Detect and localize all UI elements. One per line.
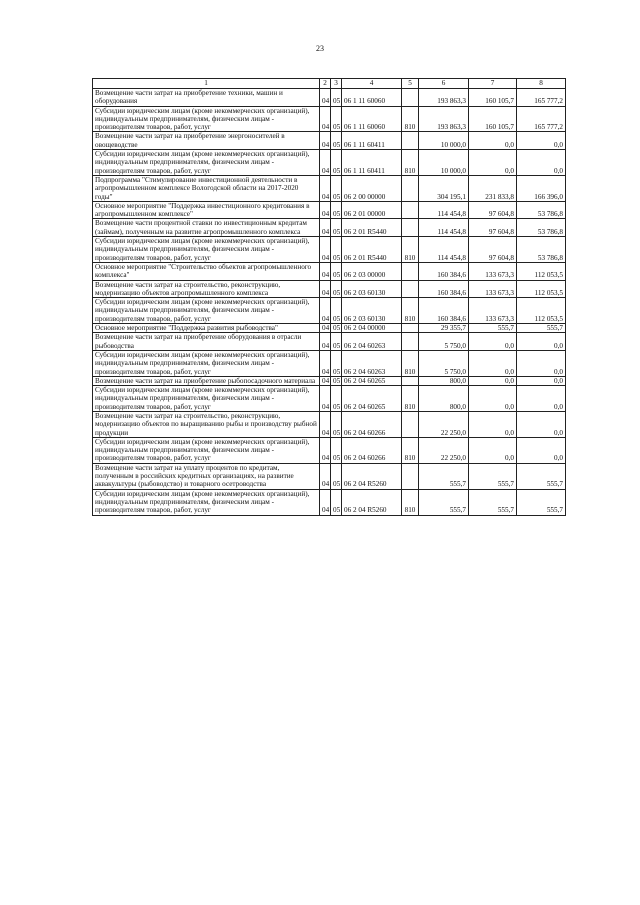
row-expense-type: 810 [402,237,419,263]
row-target-article: 06 2 04 60266 [342,437,402,463]
row-target-article: 06 2 03 60130 [342,280,402,298]
row-name: Субсидии юридическим лицам (кроме некоммерческих организаций), индивидуальным предпринимателям, физическим лицам - производителям товаров, работ, услуг [93,350,320,376]
table-row [93,298,566,324]
row-subsection: 05 [331,411,342,437]
row-expense-type: 810 [402,489,419,515]
row-subsection: 05 [331,175,342,201]
row-amount-year-2: 0,0 [469,376,517,385]
row-amount-year-3: 0,0 [517,132,566,150]
row-target-article: 06 2 04 60266 [342,411,402,437]
table-row [93,324,566,333]
row-amount-year-3: 53 786,8 [517,201,566,219]
row-amount-year-3: 555,7 [517,489,566,515]
row-subsection: 05 [331,298,342,324]
table-row [93,175,566,201]
table-row [93,463,566,489]
row-subsection: 05 [331,280,342,298]
row-amount-year-2: 0,0 [469,150,517,176]
row-amount-year-1: 22 250,0 [419,411,469,437]
row-name: Возмещение части затрат на строительство, реконструкцию, модернизацию объектов агропромышленного комплекса [93,280,320,298]
col-header-3: 3 [331,79,342,89]
row-section: 04 [320,463,331,489]
row-amount-year-1: 193 863,3 [419,89,469,107]
row-amount-year-3: 0,0 [517,411,566,437]
row-expense-type [402,280,419,298]
row-name: Субсидии юридическим лицам (кроме некоммерческих организаций), индивидуальным предпринимателям, физическим лицам - производителям товаров, работ, услуг [93,489,320,515]
row-amount-year-3: 555,7 [517,463,566,489]
col-header-4: 4 [342,79,402,89]
row-section: 04 [320,386,331,412]
row-section: 04 [320,89,331,107]
row-expense-type: 810 [402,298,419,324]
table-row [93,237,566,263]
row-amount-year-1: 22 250,0 [419,437,469,463]
row-expense-type [402,175,419,201]
row-amount-year-2: 0,0 [469,411,517,437]
row-amount-year-3: 0,0 [517,350,566,376]
row-amount-year-2: 0,0 [469,333,517,351]
row-target-article: 06 2 01 00000 [342,201,402,219]
row-amount-year-1: 5 750,0 [419,350,469,376]
row-subsection: 05 [331,106,342,132]
row-expense-type [402,376,419,385]
row-target-article: 06 2 04 60263 [342,350,402,376]
row-subsection: 05 [331,437,342,463]
row-amount-year-3: 165 777,2 [517,106,566,132]
table-row [93,411,566,437]
row-subsection: 05 [331,89,342,107]
row-expense-type: 810 [402,350,419,376]
row-target-article: 06 2 03 00000 [342,262,402,280]
row-amount-year-3: 166 396,0 [517,175,566,201]
row-subsection: 05 [331,376,342,385]
table-body [93,89,566,516]
row-amount-year-1: 114 454,8 [419,237,469,263]
row-target-article: 06 2 03 60130 [342,298,402,324]
row-name: Субсидии юридическим лицам (кроме некоммерческих организаций), индивидуальным предпринимателям, физическим лицам - производителям товаров, работ, услуг [93,237,320,263]
row-amount-year-2: 0,0 [469,132,517,150]
row-section: 04 [320,106,331,132]
row-section: 04 [320,333,331,351]
row-target-article: 06 1 11 60060 [342,106,402,132]
table-row [93,106,566,132]
row-amount-year-1: 193 863,3 [419,106,469,132]
row-amount-year-3: 555,7 [517,324,566,333]
row-amount-year-1: 555,7 [419,463,469,489]
row-name: Возмещение части затрат на приобретение техники, машин и оборудования [93,89,320,107]
row-target-article: 06 2 01 R5440 [342,237,402,263]
row-amount-year-1: 10 000,0 [419,132,469,150]
row-expense-type [402,89,419,107]
table-row [93,489,566,515]
row-amount-year-1: 10 000,0 [419,150,469,176]
col-header-1: 1 [93,79,320,89]
row-expense-type [402,219,419,237]
row-amount-year-1: 160 384,6 [419,280,469,298]
row-name: Возмещение части затрат на уплату процентов по кредитам, полученным в российских кредитных организациях, на развитие аквакультуры (рыбоводство) и товарного осетроводства [93,463,320,489]
row-amount-year-1: 555,7 [419,489,469,515]
budget-table [92,78,566,516]
row-subsection: 05 [331,463,342,489]
row-amount-year-3: 0,0 [517,437,566,463]
row-amount-year-2: 555,7 [469,463,517,489]
row-subsection: 05 [331,386,342,412]
row-amount-year-2: 133 673,3 [469,262,517,280]
row-amount-year-3: 165 777,2 [517,89,566,107]
row-section: 04 [320,175,331,201]
table-row [93,262,566,280]
row-expense-type [402,201,419,219]
row-name: Возмещение части затрат на приобретение рыбопосадочного материала [93,376,320,385]
row-target-article: 06 2 04 60263 [342,333,402,351]
row-amount-year-3: 53 786,8 [517,237,566,263]
row-amount-year-2: 160 105,7 [469,106,517,132]
col-header-5: 5 [402,79,419,89]
row-expense-type: 810 [402,386,419,412]
row-name: Подпрограмма "Стимулирование инвестиционной деятельности в агропромышленном комплексе Вологодской области на 2017-2020 годы" [93,175,320,201]
row-amount-year-3: 0,0 [517,376,566,385]
col-header-7: 7 [469,79,517,89]
row-target-article: 06 1 11 60060 [342,89,402,107]
row-amount-year-2: 231 833,8 [469,175,517,201]
table-row [93,89,566,107]
table-row [93,150,566,176]
row-expense-type: 810 [402,106,419,132]
table-row [93,333,566,351]
row-expense-type [402,411,419,437]
row-section: 04 [320,237,331,263]
row-expense-type [402,333,419,351]
row-subsection: 05 [331,237,342,263]
row-name: Основное мероприятие "Строительство объектов агропромышленного комплекса" [93,262,320,280]
row-target-article: 06 2 04 00000 [342,324,402,333]
row-target-article: 06 2 01 R5440 [342,219,402,237]
row-section: 04 [320,298,331,324]
row-name: Субсидии юридическим лицам (кроме некоммерческих организаций), индивидуальным предпринимателям, физическим лицам - производителям товаров, работ, услуг [93,437,320,463]
row-section: 04 [320,437,331,463]
row-section: 04 [320,489,331,515]
row-section: 04 [320,132,331,150]
row-expense-type [402,463,419,489]
row-subsection: 05 [331,201,342,219]
row-amount-year-1: 114 454,8 [419,219,469,237]
row-subsection: 05 [331,350,342,376]
row-amount-year-2: 97 604,8 [469,201,517,219]
row-expense-type: 810 [402,437,419,463]
row-subsection: 05 [331,150,342,176]
row-name: Субсидии юридическим лицам (кроме некоммерческих организаций), индивидуальным предпринимателям, физическим лицам - производителям товаров, работ, услуг [93,106,320,132]
row-target-article: 06 2 04 R5260 [342,489,402,515]
row-amount-year-2: 133 673,3 [469,280,517,298]
row-section: 04 [320,280,331,298]
page-number: 23 [316,44,324,53]
row-amount-year-2: 555,7 [469,489,517,515]
row-subsection: 05 [331,489,342,515]
table-row [93,437,566,463]
row-amount-year-2: 97 604,8 [469,219,517,237]
row-subsection: 05 [331,262,342,280]
table-row [93,350,566,376]
header-row [93,79,566,89]
row-section: 04 [320,324,331,333]
row-target-article: 06 2 04 60265 [342,386,402,412]
row-name: Возмещение части затрат на приобретение энергоносителей в овощеводстве [93,132,320,150]
row-amount-year-1: 114 454,8 [419,201,469,219]
row-name: Основное мероприятие "Поддержка развития рыбоводства" [93,324,320,333]
row-subsection: 05 [331,219,342,237]
table-row [93,132,566,150]
table-row [93,219,566,237]
row-name: Основное мероприятие "Поддержка инвестиционного кредитования в агропромышленном комплексе" [93,201,320,219]
row-amount-year-3: 112 053,5 [517,298,566,324]
row-amount-year-3: 53 786,8 [517,219,566,237]
row-section: 04 [320,350,331,376]
table-row [93,201,566,219]
row-target-article: 06 1 11 60411 [342,132,402,150]
row-amount-year-1: 160 384,6 [419,298,469,324]
row-target-article: 06 1 11 60411 [342,150,402,176]
row-expense-type [402,262,419,280]
row-section: 04 [320,201,331,219]
row-amount-year-2: 0,0 [469,350,517,376]
row-name: Возмещение части затрат на строительство, реконструкцию, модернизацию объектов по выращиванию рыбы и производству рыбной продукции [93,411,320,437]
row-amount-year-1: 29 355,7 [419,324,469,333]
row-target-article: 06 2 00 00000 [342,175,402,201]
row-amount-year-2: 133 673,3 [469,298,517,324]
row-amount-year-3: 0,0 [517,150,566,176]
row-expense-type: 810 [402,150,419,176]
row-amount-year-1: 800,0 [419,386,469,412]
row-name: Субсидии юридическим лицам (кроме некоммерческих организаций), индивидуальным предпринимателям, физическим лицам - производителям товаров, работ, услуг [93,386,320,412]
col-header-2: 2 [320,79,331,89]
row-amount-year-2: 555,7 [469,324,517,333]
row-amount-year-2: 0,0 [469,386,517,412]
row-section: 04 [320,411,331,437]
row-amount-year-2: 0,0 [469,437,517,463]
row-name: Субсидии юридическим лицам (кроме некоммерческих организаций), индивидуальным предпринимателям, физическим лицам - производителям товаров, работ, услуг [93,150,320,176]
row-expense-type [402,324,419,333]
table-row [93,386,566,412]
row-amount-year-1: 800,0 [419,376,469,385]
row-expense-type [402,132,419,150]
row-section: 04 [320,219,331,237]
row-amount-year-1: 5 750,0 [419,333,469,351]
row-amount-year-1: 304 195,1 [419,175,469,201]
row-amount-year-2: 97 604,8 [469,237,517,263]
row-section: 04 [320,262,331,280]
row-name: Возмещение части затрат на приобретение оборудования в отрасли рыбоводства [93,333,320,351]
row-target-article: 06 2 04 R5260 [342,463,402,489]
col-header-8: 8 [517,79,566,89]
row-subsection: 05 [331,132,342,150]
row-amount-year-3: 112 053,5 [517,280,566,298]
col-header-6: 6 [419,79,469,89]
row-subsection: 05 [331,333,342,351]
row-target-article: 06 2 04 60265 [342,376,402,385]
row-amount-year-1: 160 384,6 [419,262,469,280]
row-section: 04 [320,150,331,176]
table-row [93,376,566,385]
row-amount-year-3: 112 053,5 [517,262,566,280]
row-name: Возмещение части процентной ставки по инвестиционным кредитам (займам), полученным на развитие агропромышленного комплекса [93,219,320,237]
row-name: Субсидии юридическим лицам (кроме некоммерческих организаций), индивидуальным предпринимателям, физическим лицам - производителям товаров, работ, услуг [93,298,320,324]
row-amount-year-3: 0,0 [517,333,566,351]
row-subsection: 05 [331,324,342,333]
table-row [93,280,566,298]
row-section: 04 [320,376,331,385]
row-amount-year-2: 160 105,7 [469,89,517,107]
row-amount-year-3: 0,0 [517,386,566,412]
